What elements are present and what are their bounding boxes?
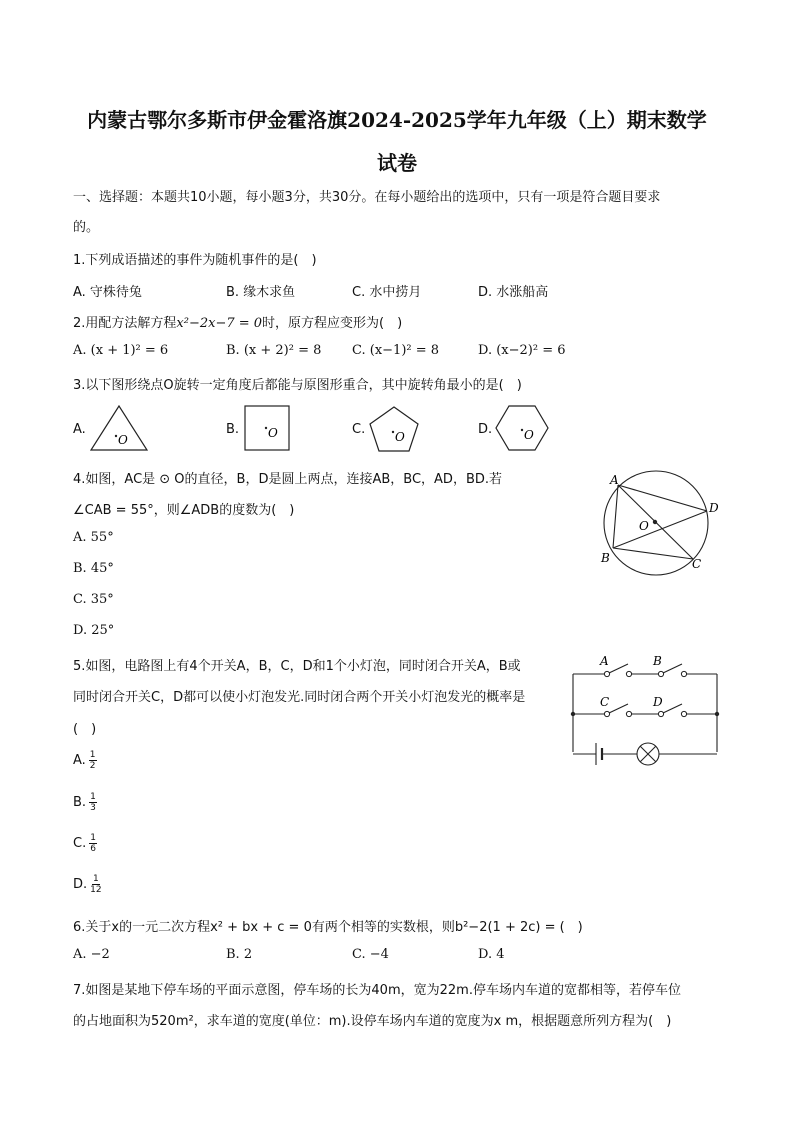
q5-stem-line3: ( ) (73, 722, 97, 737)
q3-stem: 3.以下图形绕点O旋转一定角度后都能与原图形重合，其中旋转角最小的是( ) (73, 378, 522, 393)
q5-option-a-prefix: A. (73, 753, 86, 768)
q5-option-b (73, 792, 97, 813)
q5-stem-line2: 同时闭合开关C，D都可以使小灯泡发光.同时闭合两个开关小灯泡发光的概率是 (73, 690, 526, 705)
q1-option-b: B. 缘木求鱼 (226, 285, 296, 300)
q5-option-b-prefix: B. (73, 795, 87, 810)
section-heading-cont: 的。 (73, 220, 100, 235)
q2-stem-post: 时，原方程应变形为( ) (262, 316, 403, 331)
q7-stem-line2: 的占地面积为520m²，求车道的宽度(单位：m).设停车场内车道的宽度为x m，根据题意所列方程为( ) (73, 1014, 672, 1029)
q7-stem-line1: 7.如图是某地下停车场的平面示意图，停车场的长为40m，宽为22m.停车场内车道的宽都相等，若停车位 (73, 983, 681, 998)
q1-option-d: D. 水涨船高 (478, 285, 549, 300)
svg-text:A: A (610, 473, 619, 487)
q5-stem-line1: 5.如图，电路图上有4个开关A，B，C，D和1个小灯泡，同时闭合开关A，B或 (73, 659, 521, 674)
svg-text:O: O (395, 430, 405, 444)
q5-option-d-fraction (90, 874, 101, 895)
q3-hexagon-figure (494, 403, 550, 453)
svg-text:A: A (600, 654, 609, 668)
q6-stem: 6.关于x的一元二次方程x² + bx + c = 0有两个相等的实数根，则b²−2(1 + 2c) = ( ) (73, 920, 583, 935)
svg-text:B: B (653, 654, 662, 668)
q2-option-d: D. (x−2)² = 6 (478, 343, 566, 358)
q6-option-c: C. −4 (352, 947, 389, 962)
q3-option-c: C. (352, 422, 366, 437)
q5-circuit-figure (568, 650, 724, 774)
q4-option-a: A. 55° (73, 530, 114, 545)
q5-option-c-num: 1 (90, 833, 96, 843)
page-title-line2: 试卷 (377, 151, 417, 175)
q4-option-b: B. 45° (73, 561, 114, 576)
q5-option-c-den: 6 (90, 844, 96, 854)
q5-option-b-fraction (89, 792, 97, 813)
q2-stem-pre: 2.用配方法解方程 (73, 316, 177, 331)
q1-stem: 1.下列成语描述的事件为随机事件的是( ) (73, 253, 317, 268)
q6-option-d: D. 4 (478, 947, 505, 962)
q5-option-a (73, 750, 97, 771)
svg-text:O: O (639, 519, 649, 533)
q5-option-a-num: 1 (89, 750, 96, 760)
svg-text:C: C (692, 557, 702, 571)
svg-text:D: D (709, 501, 719, 515)
q3-option-a: A. (73, 422, 86, 437)
q4-option-d: D. 25° (73, 623, 115, 638)
svg-text:O: O (268, 426, 278, 440)
q2-option-b: B. (x + 2)² = 8 (226, 343, 322, 358)
q3-triangle-figure (88, 403, 150, 453)
q5-option-d (73, 874, 102, 895)
q5-option-d-num: 1 (93, 874, 99, 884)
q1-option-c: C. 水中捞月 (352, 285, 422, 300)
q3-pentagon-figure (367, 404, 421, 454)
q6-option-a: A. −2 (73, 947, 110, 962)
q2-option-c: C. (x−1)² = 8 (352, 343, 440, 358)
q5-option-c-fraction (89, 833, 97, 854)
q4-stem-line2: ∠CAB = 55°，则∠ADB的度数为( ) (73, 503, 295, 518)
q4-circle-figure (596, 468, 728, 576)
q6-option-b: B. 2 (226, 947, 253, 962)
q5-option-c-prefix: C. (73, 836, 87, 851)
svg-text:B: B (601, 551, 610, 565)
section-heading: 一、选择题：本题共10小题，每小题3分，共30分。在每小题给出的选项中，只有一项是符合题目要求 (73, 190, 661, 205)
q3-option-d: D. (478, 422, 493, 437)
svg-text:C: C (600, 695, 610, 709)
q1-option-a: A. 守株待兔 (73, 285, 142, 300)
svg-text:D: D (653, 695, 663, 709)
q2-option-a: A. (x + 1)² = 6 (73, 343, 169, 358)
page-title-line1: 内蒙古鄂尔多斯市伊金霍洛旗2024-2025学年九年级（上）期末数学 (87, 108, 707, 132)
svg-text:O: O (524, 428, 534, 442)
q4-stem-line1: 4.如图，AC是 ⊙ O的直径，B，D是圆上两点，连接AB，BC，AD，BD.若 (73, 472, 503, 487)
q5-option-a-fraction (89, 750, 97, 771)
q5-option-b-num: 1 (90, 792, 96, 802)
q5-option-d-den: 12 (90, 885, 102, 895)
q2-equation: x²−2x−7 = 0 (176, 316, 263, 331)
q5-option-a-den: 2 (89, 761, 96, 771)
q2-stem (73, 312, 402, 331)
q3-option-b: B. (226, 422, 240, 437)
q5-option-c (73, 833, 97, 854)
q3-square-figure (243, 404, 291, 452)
q5-option-b-den: 3 (90, 803, 96, 813)
svg-text:O: O (118, 433, 128, 447)
q4-option-c: C. 35° (73, 592, 114, 607)
q5-option-d-prefix: D. (73, 877, 88, 892)
